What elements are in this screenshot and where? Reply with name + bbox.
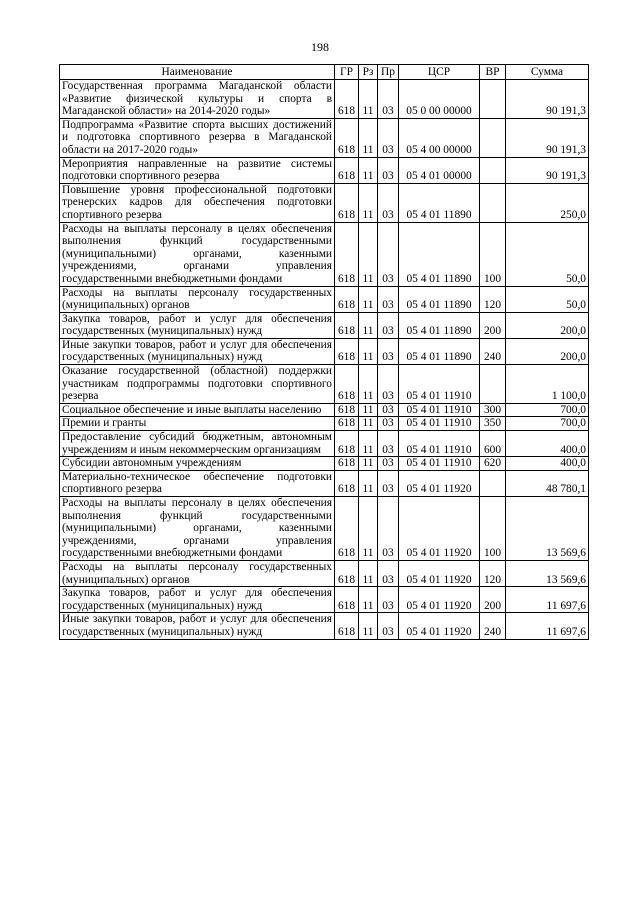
- row-vr-cell: 200: [480, 587, 506, 613]
- table-row: [60, 80, 589, 119]
- table-row: [60, 365, 589, 404]
- row-gr-cell: 618: [335, 560, 359, 586]
- row-name-cell: Государственная программа Магаданской области «Развитие физической культуры и спорта в Магаданской области» на 2014-2020 годы»: [60, 80, 335, 119]
- row-sum-cell: 50,0: [506, 222, 589, 286]
- row-gr-cell: 618: [335, 497, 359, 561]
- row-name-cell: Оказание государственной (областной) поддержки участникам подпрограммы подготовки спортивного резерва: [60, 365, 335, 404]
- table-row: [60, 587, 589, 613]
- row-vr-cell: [480, 470, 506, 496]
- row-name-cell: Расходы на выплаты персоналу в целях обеспечения выполнения функций государственными (муниципальными) органами, казенными учреждениями, органами управления государственными внебюджетными фондами: [60, 497, 335, 561]
- table-row: [60, 222, 589, 286]
- header-vr: ВР: [480, 65, 506, 80]
- table-row: [60, 157, 589, 183]
- table-row: [60, 118, 589, 157]
- row-rz-cell: 11: [359, 613, 378, 639]
- row-name-cell: Расходы на выплаты персоналу государственных (муниципальных) органов: [60, 560, 335, 586]
- row-rz-cell: 11: [359, 403, 378, 417]
- row-pr-cell: 03: [378, 365, 399, 404]
- row-pr-cell: 03: [378, 587, 399, 613]
- row-csr-cell: 05 4 01 11910: [399, 365, 480, 404]
- row-pr-cell: 03: [378, 286, 399, 312]
- row-vr-cell: 120: [480, 560, 506, 586]
- table-row: [60, 470, 589, 496]
- row-gr-cell: 618: [335, 183, 359, 222]
- row-csr-cell: 05 4 01 11890: [399, 286, 480, 312]
- row-vr-cell: [480, 118, 506, 157]
- table-row: [60, 417, 589, 431]
- row-name-cell: Расходы на выплаты персоналу в целях обеспечения выполнения функций государственными (муниципальными) органами, казенными учреждениями, органами управления государственными внебюджетными фондами: [60, 222, 335, 286]
- row-vr-cell: [480, 183, 506, 222]
- row-gr-cell: 618: [335, 403, 359, 417]
- row-rz-cell: 11: [359, 497, 378, 561]
- row-rz-cell: 11: [359, 587, 378, 613]
- row-name-cell: Материально-техническое обеспечение подготовки спортивного резерва: [60, 470, 335, 496]
- row-gr-cell: 618: [335, 587, 359, 613]
- table-row: [60, 613, 589, 639]
- row-pr-cell: 03: [378, 403, 399, 417]
- row-name-cell: Иные закупки товаров, работ и услуг для обеспечения государственных (муниципальных) нужд: [60, 613, 335, 639]
- row-name-cell: Закупка товаров, работ и услуг для обеспечения государственных (муниципальных) нужд: [60, 312, 335, 338]
- row-vr-cell: 100: [480, 222, 506, 286]
- row-rz-cell: 11: [359, 417, 378, 431]
- row-csr-cell: 05 4 01 11910: [399, 431, 480, 457]
- row-gr-cell: 618: [335, 613, 359, 639]
- row-sum-cell: 90 191,3: [506, 118, 589, 157]
- table-row: [60, 312, 589, 338]
- row-sum-cell: 200,0: [506, 312, 589, 338]
- table-row: [60, 403, 589, 417]
- row-vr-cell: [480, 80, 506, 119]
- row-gr-cell: 618: [335, 470, 359, 496]
- row-pr-cell: 03: [378, 613, 399, 639]
- row-rz-cell: 11: [359, 457, 378, 471]
- row-vr-cell: 240: [480, 338, 506, 364]
- row-vr-cell: 240: [480, 613, 506, 639]
- row-csr-cell: 05 4 01 11920: [399, 560, 480, 586]
- row-gr-cell: 618: [335, 80, 359, 119]
- row-rz-cell: 11: [359, 365, 378, 404]
- header-gr: ГР: [335, 65, 359, 80]
- row-name-cell: Подпрограмма «Развитие спорта высших достижений и подготовка спортивного резерва в Магаданской области на 2017-2020 годы»: [60, 118, 335, 157]
- row-pr-cell: 03: [378, 312, 399, 338]
- row-csr-cell: 05 4 00 00000: [399, 118, 480, 157]
- row-vr-cell: 120: [480, 286, 506, 312]
- row-pr-cell: 03: [378, 157, 399, 183]
- row-sum-cell: 11 697,6: [506, 587, 589, 613]
- row-csr-cell: 05 4 01 11890: [399, 338, 480, 364]
- budget-table: [59, 64, 589, 640]
- row-vr-cell: 600: [480, 431, 506, 457]
- row-gr-cell: 618: [335, 118, 359, 157]
- row-name-cell: Социальное обеспечение и иные выплаты населению: [60, 403, 335, 417]
- row-rz-cell: 11: [359, 560, 378, 586]
- row-rz-cell: 11: [359, 80, 378, 119]
- row-rz-cell: 11: [359, 312, 378, 338]
- row-pr-cell: 03: [378, 431, 399, 457]
- table-row: [60, 286, 589, 312]
- row-pr-cell: 03: [378, 80, 399, 119]
- table-header-row: [60, 65, 589, 80]
- row-gr-cell: 618: [335, 431, 359, 457]
- row-sum-cell: 11 697,6: [506, 613, 589, 639]
- row-sum-cell: 400,0: [506, 431, 589, 457]
- table-row: [60, 338, 589, 364]
- row-gr-cell: 618: [335, 457, 359, 471]
- row-pr-cell: 03: [378, 457, 399, 471]
- row-csr-cell: 05 4 01 11910: [399, 457, 480, 471]
- row-csr-cell: 05 4 01 11920: [399, 497, 480, 561]
- row-name-cell: Предоставление субсидий бюджетным, автономным учреждениям и иным некоммерческим организациям: [60, 431, 335, 457]
- row-name-cell: Мероприятия направленные на развитие системы подготовки спортивного резерва: [60, 157, 335, 183]
- row-vr-cell: 300: [480, 403, 506, 417]
- row-rz-cell: 11: [359, 157, 378, 183]
- row-sum-cell: 90 191,3: [506, 80, 589, 119]
- header-csr: ЦСР: [399, 65, 480, 80]
- row-gr-cell: 618: [335, 365, 359, 404]
- header-rz: Рз: [359, 65, 378, 80]
- header-pr: Пр: [378, 65, 399, 80]
- row-pr-cell: 03: [378, 183, 399, 222]
- row-pr-cell: 03: [378, 497, 399, 561]
- row-sum-cell: 90 191,3: [506, 157, 589, 183]
- row-pr-cell: 03: [378, 338, 399, 364]
- header-sum: Сумма: [506, 65, 589, 80]
- row-name-cell: Премии и гранты: [60, 417, 335, 431]
- row-name-cell: Субсидии автономным учреждениям: [60, 457, 335, 471]
- row-rz-cell: 11: [359, 431, 378, 457]
- row-sum-cell: 250,0: [506, 183, 589, 222]
- row-vr-cell: [480, 365, 506, 404]
- row-sum-cell: 48 780,1: [506, 470, 589, 496]
- row-sum-cell: 700,0: [506, 417, 589, 431]
- row-gr-cell: 618: [335, 157, 359, 183]
- row-sum-cell: 200,0: [506, 338, 589, 364]
- row-sum-cell: 400,0: [506, 457, 589, 471]
- row-rz-cell: 11: [359, 118, 378, 157]
- row-sum-cell: 1 100,0: [506, 365, 589, 404]
- row-csr-cell: 05 4 01 11890: [399, 222, 480, 286]
- row-vr-cell: 100: [480, 497, 506, 561]
- row-csr-cell: 05 4 01 11920: [399, 587, 480, 613]
- row-vr-cell: 200: [480, 312, 506, 338]
- row-pr-cell: 03: [378, 470, 399, 496]
- row-csr-cell: 05 4 01 11920: [399, 470, 480, 496]
- table-row: [60, 457, 589, 471]
- row-name-cell: Повышение уровня профессиональной подготовки тренерских кадров для обеспечения подготовки спортивного резерва: [60, 183, 335, 222]
- row-pr-cell: 03: [378, 417, 399, 431]
- row-csr-cell: 05 0 00 00000: [399, 80, 480, 119]
- row-csr-cell: 05 4 01 11910: [399, 403, 480, 417]
- row-rz-cell: 11: [359, 183, 378, 222]
- table-row: [60, 431, 589, 457]
- row-rz-cell: 11: [359, 470, 378, 496]
- row-csr-cell: 05 4 01 11920: [399, 613, 480, 639]
- row-name-cell: Расходы на выплаты персоналу государственных (муниципальных) органов: [60, 286, 335, 312]
- table-row: [60, 183, 589, 222]
- row-name-cell: Иные закупки товаров, работ и услуг для обеспечения государственных (муниципальных) нужд: [60, 338, 335, 364]
- page-number: 198: [311, 40, 329, 54]
- row-vr-cell: [480, 157, 506, 183]
- header-name: Наименование: [60, 65, 335, 80]
- table-row: [60, 560, 589, 586]
- row-pr-cell: 03: [378, 560, 399, 586]
- row-rz-cell: 11: [359, 338, 378, 364]
- row-csr-cell: 05 4 01 11910: [399, 417, 480, 431]
- row-sum-cell: 13 569,6: [506, 497, 589, 561]
- row-name-cell: Закупка товаров, работ и услуг для обеспечения государственных (муниципальных) нужд: [60, 587, 335, 613]
- row-gr-cell: 618: [335, 417, 359, 431]
- row-sum-cell: 50,0: [506, 286, 589, 312]
- row-pr-cell: 03: [378, 222, 399, 286]
- row-vr-cell: 620: [480, 457, 506, 471]
- row-gr-cell: 618: [335, 286, 359, 312]
- row-csr-cell: 05 4 01 11890: [399, 183, 480, 222]
- row-rz-cell: 11: [359, 222, 378, 286]
- row-pr-cell: 03: [378, 118, 399, 157]
- row-vr-cell: 350: [480, 417, 506, 431]
- row-gr-cell: 618: [335, 312, 359, 338]
- row-sum-cell: 13 569,6: [506, 560, 589, 586]
- row-csr-cell: 05 4 01 11890: [399, 312, 480, 338]
- table-row: [60, 497, 589, 561]
- row-csr-cell: 05 4 01 00000: [399, 157, 480, 183]
- row-sum-cell: 700,0: [506, 403, 589, 417]
- row-rz-cell: 11: [359, 286, 378, 312]
- row-gr-cell: 618: [335, 338, 359, 364]
- row-gr-cell: 618: [335, 222, 359, 286]
